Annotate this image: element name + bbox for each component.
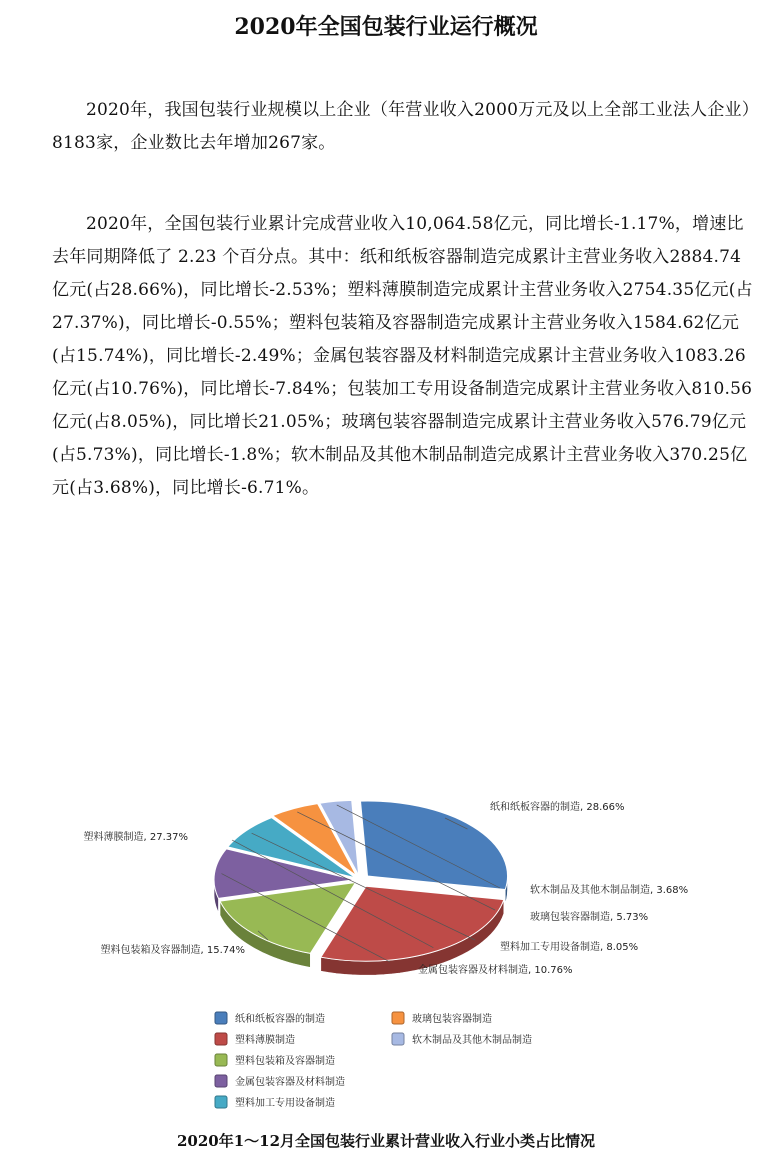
paragraph-text: 2020年，全国包装行业累计完成营业收入10,064.58亿元，同比增长-1.17%，增速比去年同期降低了 2.23 个百分点。其中：纸和纸板容器制造完成累计主营业务收入2884.74亿元(占28.66%)，同比增长-2.53%；塑料薄膜制造完成累计主营业务收入2754.35亿元(占27.37%)，同比增长-0.55%；塑料包装箱及容器制造完成累计主营业务收入1584.62亿元(占15.74%)，同比增长-2.49%；金属包装容器及材料制造完成累计主营业务收入1083.26亿元(占10.76%)，同比增长-7.84%；包装加工专用设备制造完成累计主营业务收入810.56亿元(占8.05%)，同比增长21.05%；玻璃包装容器制造完成累计主营业务收入576.79亿元(占5.73%)，同比增长-1.8%；软木制品及其他木制品制造完成累计主营业务收入370.25亿元(占3.68%)，同比增长-6.71%。 [52,214,753,498]
pie-slice [321,886,504,961]
legend-label: 塑料加工专用设备制造 [235,1098,335,1109]
legend-swatch [392,1033,404,1045]
slice-data-label: 塑料加工专用设备制造, 8.05% [500,942,639,953]
paragraph-revenue [52,208,758,505]
legend-swatch [215,1054,227,1066]
paragraph-text: 2020年，我国包装行业规模以上企业（年营业收入2000万元及以上全部工业法人企业）8183家，企业数比去年增加267家。 [52,100,751,153]
legend-label: 塑料包装箱及容器制造 [235,1056,335,1067]
pie-slice [361,801,508,889]
slice-data-label: 塑料薄膜制造, 27.37% [83,832,188,843]
legend-swatch [215,1075,227,1087]
legend-swatch [392,1012,404,1024]
chart-caption: 2020年1～12月全国包装行业累计营业收入行业小类占比情况 [176,1132,596,1150]
pie-chart [0,790,772,1120]
legend-label: 玻璃包装容器制造 [412,1014,492,1025]
paragraph-enterprise-count [52,94,758,160]
legend-swatch [215,1033,227,1045]
page-title: 2020年全国包装行业运行概况 [234,14,538,40]
slice-data-label: 纸和纸板容器的制造, 28.66% [490,802,625,813]
legend-label: 纸和纸板容器的制造 [235,1014,325,1025]
legend-label: 软木制品及其他木制品制造 [412,1035,532,1046]
slice-data-label: 塑料包装箱及容器制造, 15.74% [100,945,245,956]
legend-swatch [215,1096,227,1108]
pie-chart-svg [0,790,772,1120]
slice-data-label: 金属包装容器及材料制造, 10.76% [418,965,573,976]
legend-label: 塑料薄膜制造 [235,1035,295,1046]
legend-swatch [215,1012,227,1024]
slice-data-label: 软木制品及其他木制品制造, 3.68% [530,885,689,896]
slice-data-label: 玻璃包装容器制造, 5.73% [530,912,649,923]
legend-label: 金属包装容器及材料制造 [235,1077,345,1088]
